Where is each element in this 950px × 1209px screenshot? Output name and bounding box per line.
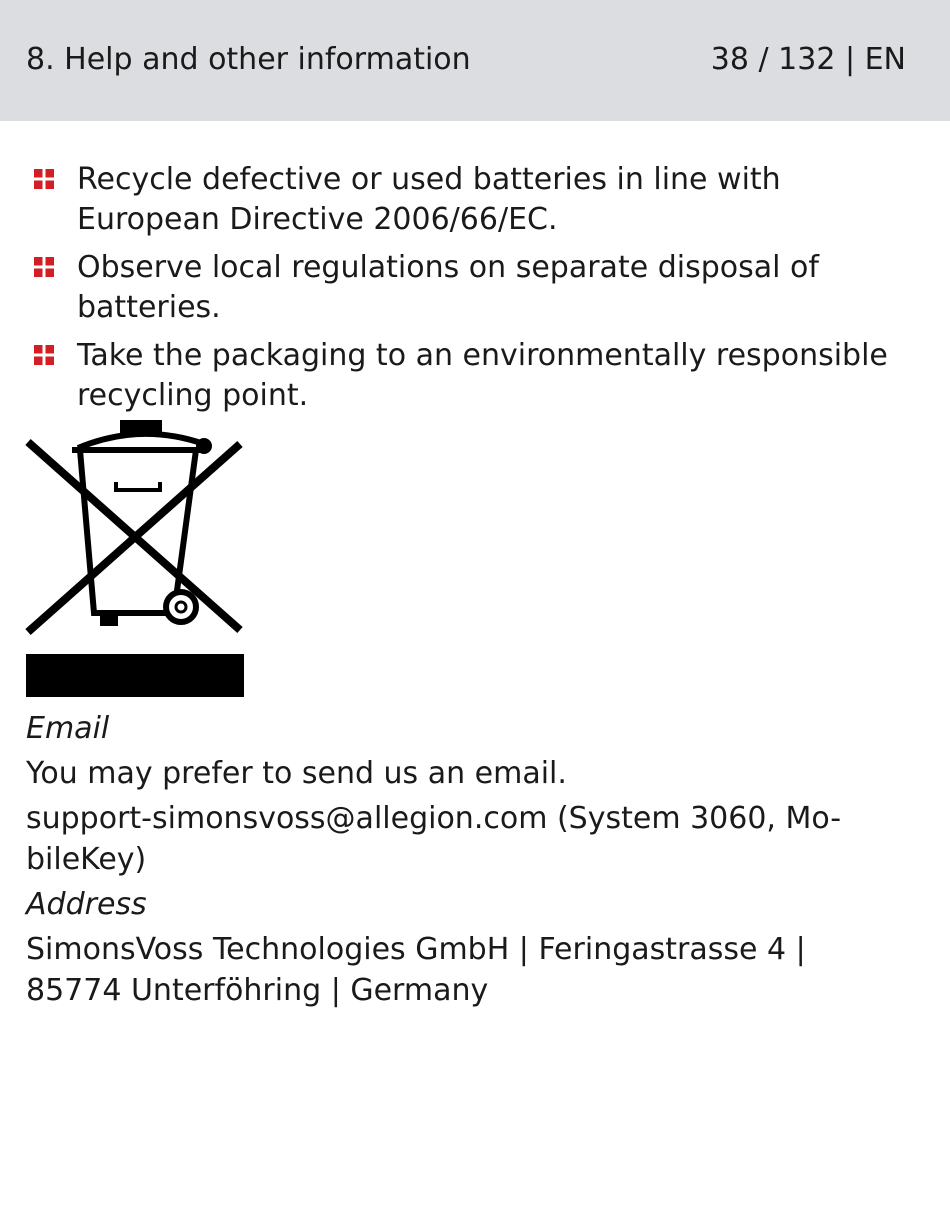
red-square-bullet-icon [34,345,54,365]
address-heading: Address [26,887,147,922]
list-item [0,336,950,416]
email-address-link[interactable]: support-simonsvoss@allegion.com (System 3060, Mo-bileKey) [26,801,842,877]
list-item [0,160,950,240]
bullet-text: Recycle defective or used batteries in line with European Directive 2006/66/EC. [77,162,781,237]
postal-address: SimonsVoss Technologies GmbH | Feringastrasse 4 | 85774 Unterföhring | Germany [26,932,806,1008]
contact-section [26,708,916,1015]
list-item [0,248,950,328]
crossed-out-wheelie-bin-icon [24,420,246,700]
section-title: 8. Help and other information [26,42,471,77]
bullet-text: Take the packaging to an environmentally responsible recycling point. [77,338,888,413]
bullet-list [0,160,950,424]
bullet-text: Observe local regulations on separate disposal of batteries. [77,250,819,325]
page-info: 38 / 132 | EN [710,42,906,77]
red-square-bullet-icon [34,169,54,189]
email-heading: Email [26,711,110,746]
page-header [0,0,950,121]
email-intro: You may prefer to send us an email. [26,756,567,791]
red-square-bullet-icon [34,257,54,277]
